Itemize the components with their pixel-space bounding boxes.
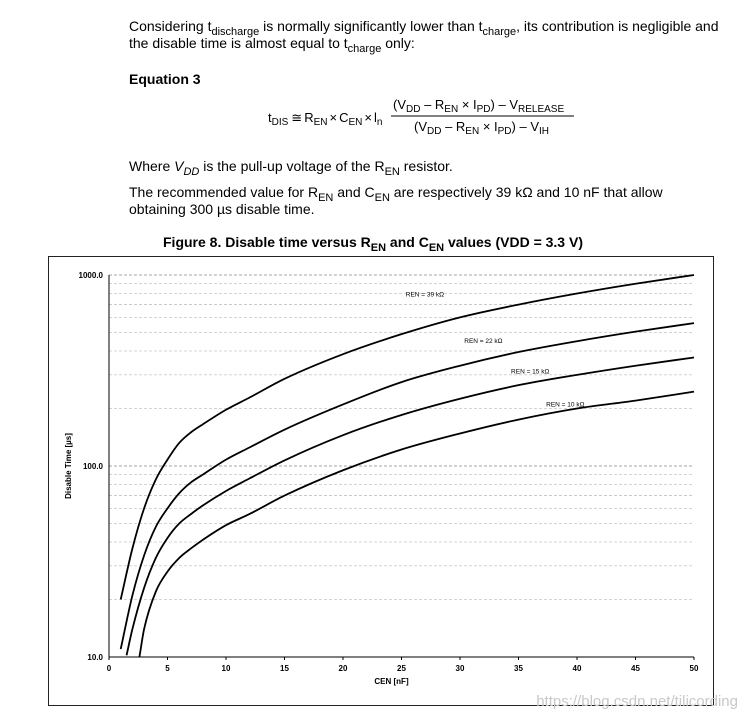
caption-r-sub: EN [370,242,387,254]
intro-text-1: Considering t [129,18,212,34]
caption-text-2: and C [386,234,429,250]
eq-lhs: $t_{DIS}$ ≅ $R_{EN} \times C_{EN} \times l_n$ [268,110,383,128]
y-axis-label: Disable Time [µs] [64,433,73,499]
x-tick-label: 30 [455,664,465,673]
x-tick-label: 5 [165,664,170,673]
x-tick-label: 40 [572,664,582,673]
rec-text-3: are respectively 39 kΩ and 10 nF that allow obtaining 300 µs disable time. [129,184,663,217]
intro-text-2: is normally significantly lower than t [259,18,483,34]
rec-text-1: The recommended value for R [129,184,319,200]
x-tick-label: 10 [221,664,231,673]
series-line [121,323,694,649]
series-label: REN = 39 kΩ [405,291,445,299]
rec-c-sub: EN [374,192,390,204]
equation-3 [268,94,598,140]
intro-sub-charge-2: charge [347,43,382,55]
figure-caption [0,234,746,254]
series-line [121,275,694,600]
intro-sub-charge-1: charge [482,26,517,38]
x-tick-label: 0 [106,664,112,673]
where-v-sub: DD [183,166,200,178]
x-tick-label: 15 [280,664,289,673]
equation-svg [268,94,598,140]
where-text-1: Where [129,158,175,174]
where-paragraph [129,158,719,178]
x-tick-label: 25 [397,664,406,673]
eq-denominator: $(V_{DD} - R_{EN} \times I_{PD}) - V_{IH}$ [414,119,550,137]
x-tick-label: 45 [631,664,640,673]
recommended-paragraph [129,184,719,218]
watermark: https://blog.csdn.net/tilicording [536,693,738,710]
series-line [139,392,694,657]
intro-text-3: , its contribution is negligible and the disable time is almost equal to t [129,18,719,51]
series-label: REN = 10 kΩ [546,401,585,409]
x-axis-label: CEN [nF] [374,677,409,686]
intro-paragraph [129,18,719,55]
eq-numerator: $(V_{DD} - R_{EN} \times I_{PD}) - V_{RELEASE}$ [393,97,565,115]
intro-text-4: only: [381,35,415,51]
where-v: V [174,158,184,174]
x-tick-label: 20 [338,664,348,673]
y-tick-label: 10.0 [87,653,103,662]
x-tick-label: 35 [514,664,523,673]
series-line [127,357,694,655]
x-tick-label: 50 [689,664,699,673]
series-label: REN = 22 kΩ [464,338,503,346]
caption-text-3: values (VDD = 3.3 V) [444,234,583,250]
where-text-2: is the pull-up voltage of the R [199,158,385,174]
series-label: REN = 15 kΩ [511,368,550,376]
caption-text-1: Figure 8. Disable time versus R [163,234,371,250]
rec-text-2: and C [333,184,375,200]
y-tick-label: 1000.0 [78,271,103,280]
disable-time-chart [49,257,713,705]
chart-frame [48,256,714,706]
where-text-3: resistor. [399,158,453,174]
equation-heading: Equation 3 [129,71,201,87]
caption-c-sub: EN [428,242,445,254]
rec-r-sub: EN [318,192,334,204]
intro-sub-discharge: discharge [211,26,260,38]
y-tick-label: 100.0 [82,462,103,471]
where-r-sub: EN [384,166,400,178]
